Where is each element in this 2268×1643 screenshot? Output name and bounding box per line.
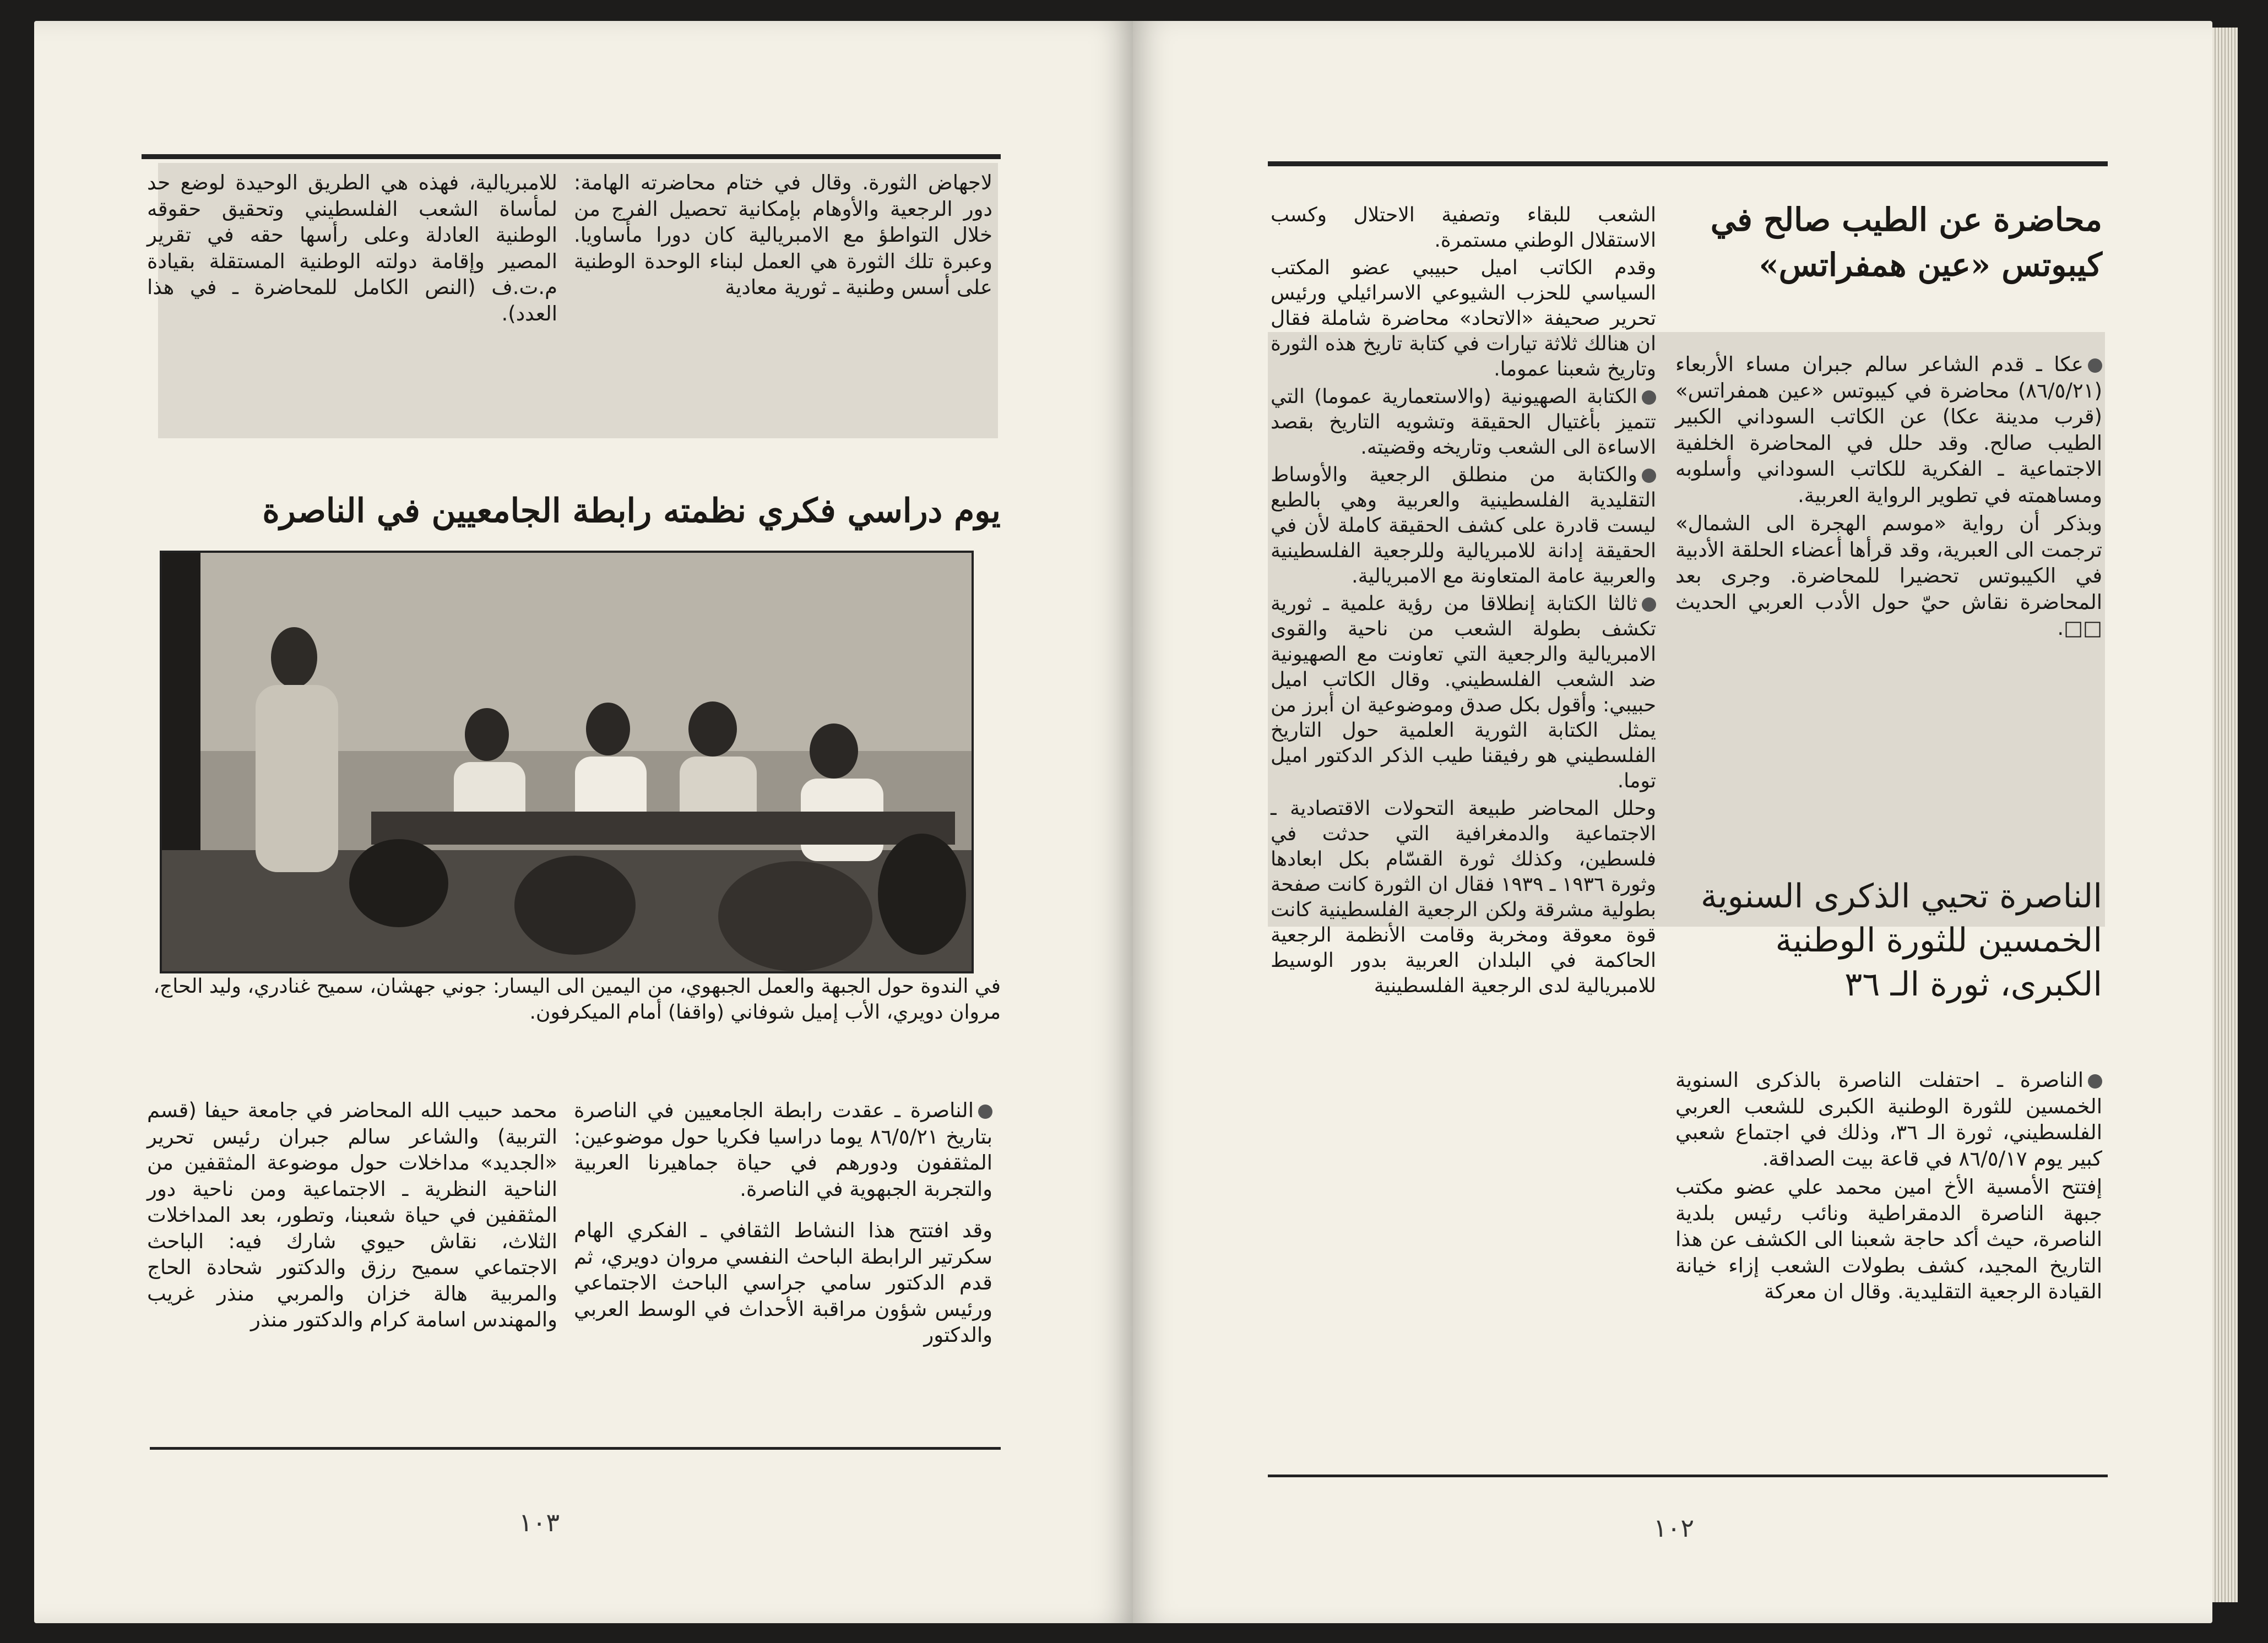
paragraph-text: عكا ـ قدم الشاعر سالم جبران مساء الأربعاء (٨٦/٥/٢١) محاضرة في كيبوتس «عين همفراتس» (قرب مدينة عكا) عن الكاتب السوداني الكبير الطيب صالح. وقد حلل في المحاضرة الخلفية الاجتماعية ـ الفكرية للكاتب السوداني وأسلوبه ومساهمته في تطوير الرواية العربية. [1675, 352, 2102, 507]
bullet-icon [1642, 469, 1656, 483]
article-column [574, 1097, 992, 1351]
paragraph [1271, 384, 1656, 460]
bottom-rule [150, 1447, 1001, 1450]
paragraph [1675, 351, 2102, 508]
paragraph-text: الناصرة ـ احتفلت الناصرة بالذكرى السنوية الخمسين للثورة الوطنية الكبرى للشعب العربي الفلسطيني، ثورة الـ ٣٦، وذلك في اجتماع شعبي كبير يوم ٨٦/٥/١٧ في قاعة بيت الصداقة. [1675, 1068, 2102, 1171]
paragraph [1675, 1067, 2102, 1172]
top-rule [142, 154, 1001, 159]
paragraph-text: ثالثا الكتابة إنطلاقا من رؤية علمية ـ ثورية تكشف بطولة الشعب من ناحية والقوى الامبريالية والرجعية التي تعاونت مع الصهيونية ضد الشعب الفلسطيني. وقال الكاتب اميل حبيبي: وأقول بكل صدق وموضوعية ان أبرز من يمثل الكتابة الثورية العلمية حول التاريخ الفلسطيني هو رفيقنا طيب الذكر الدكتور اميل توما. [1271, 592, 1656, 792]
paragraph: الشعب للبقاء وتصفية الاحتلال وكسب الاستقلال الوطني مستمرة. [1271, 204, 1656, 252]
article-column [1675, 1067, 2102, 1307]
top-rule [1268, 161, 2108, 166]
paragraph-text: الناصرة ـ عقدت رابطة الجامعيين في الناصرة بتاريخ ٨٦/٥/٢١ يوما دراسيا فكريا حول موضوعين: المثقفون ودورهم في حياة جماهيرنا العربية والتجربة الجبهوية في الناصرة. [574, 1098, 992, 1201]
photo-caption: في الندوة حول الجبهة والعمل الجبهوي، من اليمين الى اليسار: جوني جهشان، سميح غنادري، وليد الحاج، مروان دويري، الأب إميل شوفاني (واقفا) أمام الميكرفون. [153, 975, 1001, 1024]
paragraph-text: والكتابة من منطلق الرجعية والأوساط التقليدية الفلسطينية والعربية وهي بالطبع ليست قادرة على كشف الحقيقة كاملة لأن في الحقيقة إدانة للامبريالية وللرجعية الفلسطينية والعربية عامة المتعاونة مع الامبريالية. [1271, 464, 1656, 587]
bullet-icon [978, 1105, 992, 1119]
paragraph: للامبريالية، فهذه هي الطريق الوحيدة لوضع حد لمأساة الشعب الفلسطيني وتحقيق حقوقه الوطنية العادلة وعلى رأسها حقه في تقرير المصير وإقامة دولته الوطنية المستقلة بقيادة م.ت.ف (النص الكامل للمحاضرة ـ في هذا العدد). [147, 171, 557, 325]
event-photo [160, 551, 974, 973]
article-column [147, 170, 557, 329]
paragraph: وبذكر أن رواية «موسم الهجرة الى الشمال» ترجمت الى العبرية، وقد قرأها أعضاء الحلقة الأدبية في الكيبوتس تحضيرا للمحاضرة. وجرى بعد المحاضرة نقاش حيّ حول الأدب العربي الحديث □□. [1675, 512, 2102, 640]
bullet-icon [2088, 1074, 2102, 1089]
left-page [34, 21, 1133, 1623]
article-column [1271, 203, 1656, 1001]
paragraph: وقدم الكاتب اميل حبيبي عضو المكتب السياسي للحزب الشيوعي الاسرائيلي ورئيس تحرير صحيفة «الاتحاد» محاضرة شاملة فقال ان هنالك ثلاثة تيارات في كتابة تاريخ هذه الثورة وتاريخ شعبنا عموما. [1271, 257, 1656, 380]
paragraph [574, 1097, 992, 1202]
page-edges [2212, 28, 2238, 1602]
paragraph [1271, 591, 1656, 794]
bullet-icon [1642, 597, 1656, 612]
headline: محاضرة عن الطيب صالح في كيبوتس «عين همفراتس» [1710, 201, 2102, 284]
paragraph: وحلل المحاضر طبيعة التحولات الاقتصادية ـ الاجتماعية والدمغرافية التي حدثت في فلسطين، وكذلك ثورة القسّام بكل ابعادها وثورة ١٩٣٦ ـ ١٩٣٩ فقال ان الثورة كانت صفحة بطولية مشرقة ولكن الرجعية الفلسطينية كانت قوة معوقة ومخربة وقامت الأنظمة الرجعية الحاكمة في البلدان العربية بدور الوسيط للامبريالية لدى الرجعية الفلسطينية [1271, 797, 1656, 997]
article-column [147, 1097, 557, 1335]
paragraph: إفتتح الأمسية الأخ امين محمد علي عضو مكتب جبهة الناصرة الدمقراطية ونائب رئيس بلدية الناصرة، حيث أكد حاجة شعبنا الى الكشف عن هذا التاريخ المجيد، كشف بطولات الشعب إزاء خيانة القيادة الرجعية التقليدية. وقال ان معركة [1675, 1175, 2102, 1303]
paragraph [1271, 463, 1656, 589]
paragraph: وقد افتتح هذا النشاط الثقافي ـ الفكري الهام سكرتير الرابطة الباحث النفسي مروان دويري، ثم قدم الدكتور سامي جراسي الباحث الاجتماعي ورئيس شؤون مراقبة الأحداث في الوسط العربي والدكتور [574, 1218, 992, 1347]
article-column [574, 170, 992, 303]
paragraph-text: الكتابة الصهيونية (والاستعمارية عموما) التي تتميز بأغتيال الحقيقة وتشويه التاريخ بقصد الاساءة الى الشعب وتاريخه وقضيته. [1271, 385, 1656, 459]
page-number: ١٠٢ [1653, 1513, 1695, 1543]
paragraph: لاجهاض الثورة. وقال في ختام محاضرته الهامة: دور الرجعية والأوهام بإمكانية تحصيل الفرج من خلال التواطؤ مع الامبريالية كان دورا مأساويا. وعبرة تلك الثورة هي العمل لبناء الوحدة الوطنية على أسس وطنية ـ ثورية معادية [574, 171, 992, 299]
headline: يوم دراسي فكري نظمته رابطة الجامعيين في الناصرة [262, 492, 1001, 530]
bullet-icon [2088, 358, 2102, 373]
article-column [1675, 351, 2102, 644]
paragraph: محمد حبيب الله المحاضر في جامعة حيفا (قسم التربية) والشاعر سالم جبران رئيس تحرير «الجديد» مداخلات حول موضوعة المثقفين من الناحية النظرية ـ الاجتماعية ومن ناحية دور المثقفين في حياة شعبنا، وتطور، بعد المداخلات الثلاث، نقاش حيوي شارك فيه: الباحث الاجتماعي سميح رزق والدكتور شحادة الحاج والمربية هالة خزان والمربي منذر غريب والمهندس اسامة كرام والدكتور منذر [147, 1098, 557, 1331]
headline: الناصرة تحيي الذكرى السنوية الخمسين للثورة الوطنية الكبرى، ثورة الـ ٣٦ [1700, 877, 2102, 1004]
photo-illustration [162, 553, 972, 971]
right-page [1133, 21, 2212, 1623]
bullet-icon [1642, 390, 1656, 405]
page-number: ١٠٣ [519, 1508, 560, 1537]
bottom-rule [1268, 1475, 2108, 1477]
